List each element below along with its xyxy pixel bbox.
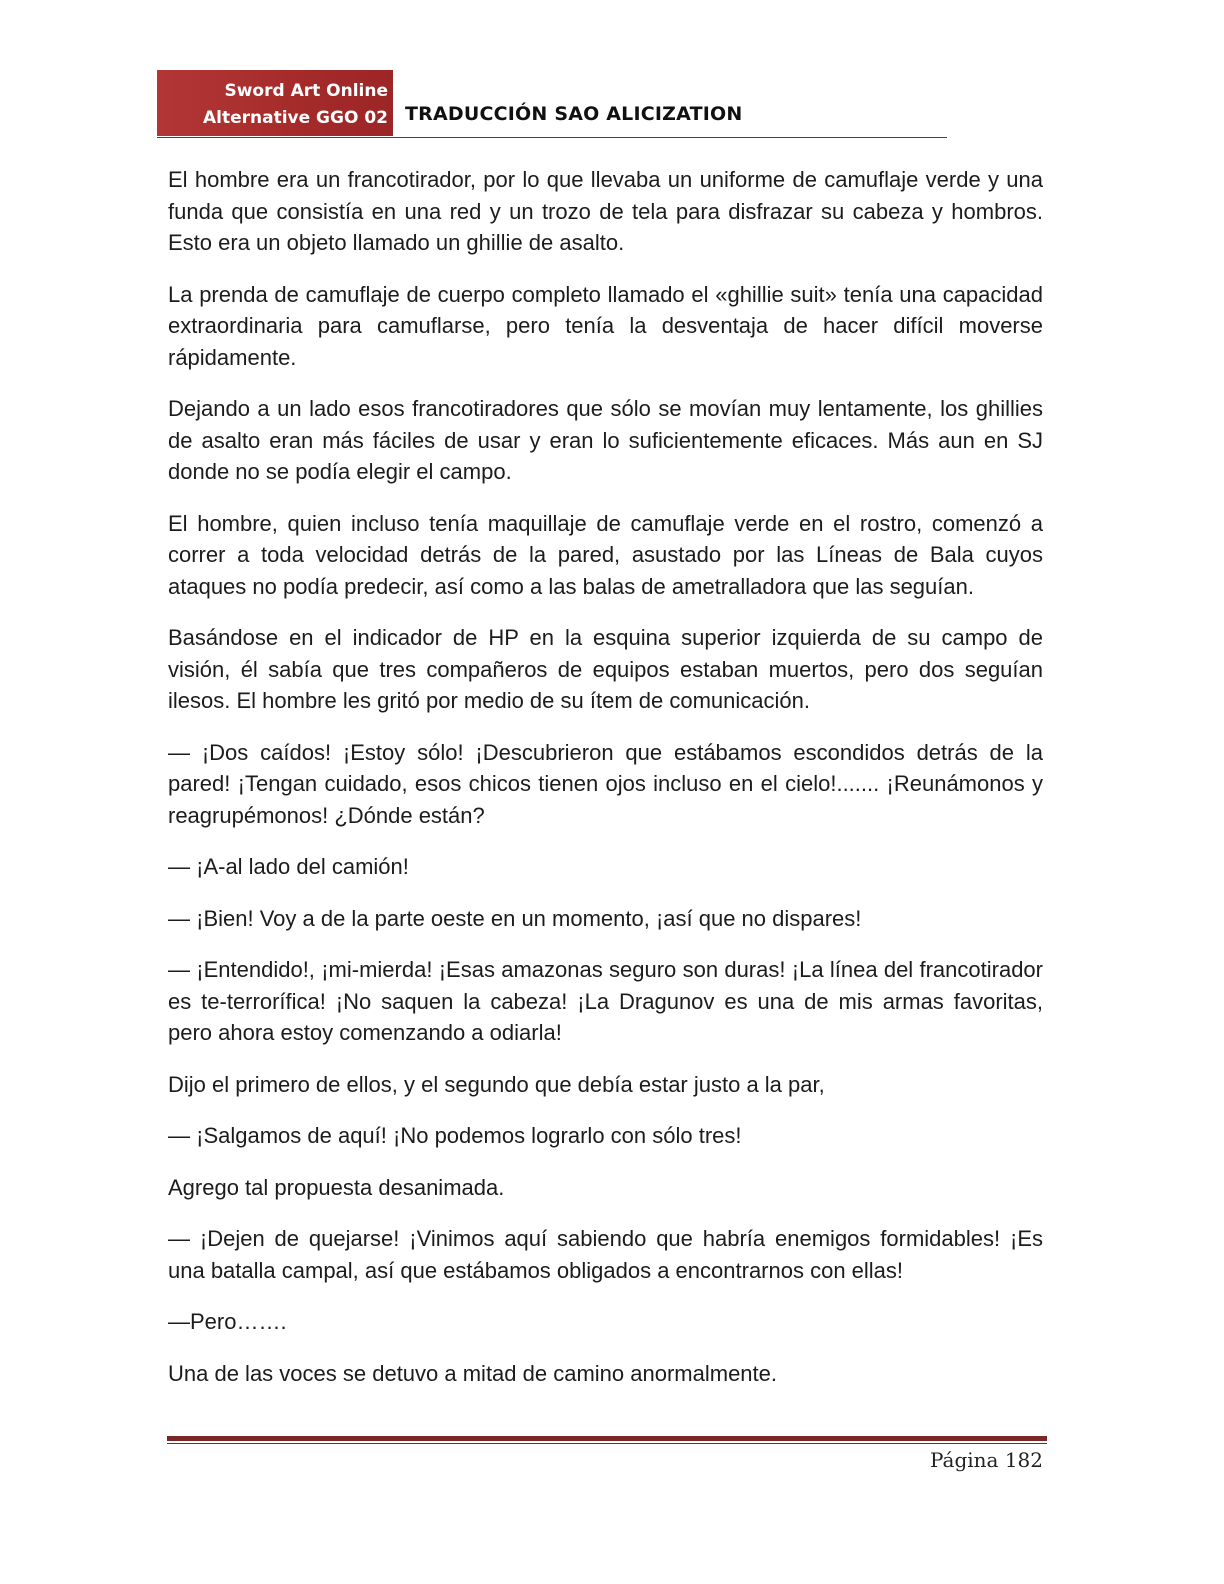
paragraph-10: Dijo el primero de ellos, y el segundo que debía estar justo a la par, — [168, 1071, 825, 1097]
badge-line-1: Sword Art Online — [224, 81, 388, 101]
paragraph-2: La prenda de camuflaje de cuerpo completo llamado el «ghillie suit» tenía una capacidad extraordinaria para camuflarse, pero tenía la desventaja de hacer difícil moverse rápidamente. — [168, 281, 1043, 370]
document-body — [168, 164, 1043, 1409]
header-divider — [157, 137, 947, 138]
paragraph-12: Agrego tal propuesta desanimada. — [168, 1174, 505, 1200]
paragraph-6: — ¡Dos caídos! ¡Estoy sólo! ¡Descubrieron que estábamos escondidos detrás de la pared! ¡Tengan cuidado, esos chicos tienen ojos incluso en el cielo!....... ¡Reunámonos y reagrupémonos! ¿Dónde están? — [168, 739, 1043, 828]
paragraph-15: Una de las voces se detuvo a mitad de camino anormalmente. — [168, 1360, 777, 1386]
paragraph-13: — ¡Dejen de quejarse! ¡Vinimos aquí sabiendo que habría enemigos formidables! ¡Es una batalla campal, así que estábamos obligados a encontrarnos con ellas! — [168, 1226, 1043, 1283]
paragraph-1: El hombre era un francotirador, por lo que llevaba un uniforme de camuflaje verde y una funda que consistía en una red y un trozo de tela para disfrazar su cabeza y hombros. Esto era un objeto llamado un ghillie de asalto. — [168, 167, 1043, 255]
header-badge — [157, 70, 393, 136]
page-header — [157, 70, 947, 139]
page-number: Página 182 — [929, 1448, 1043, 1472]
footer-divider-thin — [167, 1443, 1047, 1444]
header-title: TRADUCCIÓN SAO ALICIZATION — [405, 103, 743, 125]
footer-divider — [167, 1436, 1047, 1441]
paragraph-4: El hombre, quien incluso tenía maquillaje de camuflaje verde en el rostro, comenzó a correr a toda velocidad detrás de la pared, asustado por las Líneas de Bala cuyos ataques no podía predecir, así como a las balas de ametralladora que las seguían. — [168, 510, 1043, 599]
paragraph-3: Dejando a un lado esos francotiradores que sólo se movían muy lentamente, los ghillies de asalto eran más fáciles de usar y eran lo suficientemente eficaces. Más aun en SJ donde no se podía elegir el campo. — [168, 396, 1043, 484]
paragraph-14: —Pero……. — [168, 1309, 287, 1334]
paragraph-11: — ¡Salgamos de aquí! ¡No podemos lograrlo con sólo tres! — [168, 1123, 742, 1148]
badge-line-2: Alternative GGO 02 — [202, 108, 388, 128]
paragraph-9: — ¡Entendido!, ¡mi-mierda! ¡Esas amazonas seguro son duras! ¡La línea del francotirador es te-terrorífica! ¡No saquen la cabeza! ¡La Dragunov es una de mis armas favoritas, pero ahora estoy comenzando a odiarla! — [168, 957, 1043, 1045]
paragraph-8: — ¡Bien! Voy a de la parte oeste en un momento, ¡así que no dispares! — [168, 905, 862, 931]
paragraph-5: Basándose en el indicador de HP en la esquina superior izquierda de su campo de visión, él sabía que tres compañeros de equipos estaban muertos, pero dos seguían ilesos. El hombre les gritó por medio de su ítem de comunicación. — [168, 625, 1043, 713]
paragraph-7: — ¡A-al lado del camión! — [168, 854, 409, 879]
